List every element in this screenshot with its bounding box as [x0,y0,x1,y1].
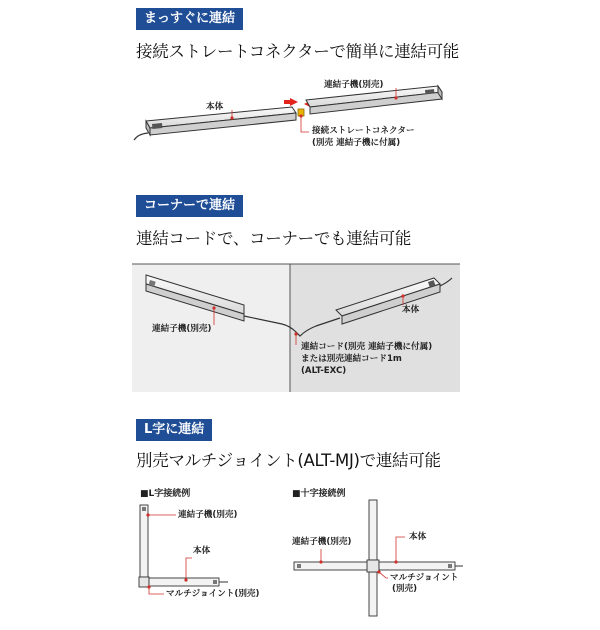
section3-subtitle: 別売マルチジョイント(ALT-MJ)で連結可能 [136,451,441,470]
section1-subtitle: 接続ストレートコネクターで簡単に連結可能 [136,42,460,61]
section1-body-label: 本体 [206,102,224,112]
section2-cord-label-3: (ALT-EXC) [301,366,347,376]
cross-example-joint-label-2: (別売) [392,584,418,594]
section2-body-label: 本体 [402,305,420,315]
section1-badge: まっすぐに連結 [136,8,243,30]
l-example-caption: ■L字接続例 [140,489,191,499]
section1-connector-label-2: (別売 連結子機に付属) [312,138,401,148]
l-example-body-label: 本体 [193,546,211,556]
section2-cord-label-1: 連結コード(別売 連結子機に付属) [301,342,433,352]
cross-example-body-label: 本体 [409,532,427,542]
section1-connector-label-1: 接続ストレートコネクター [312,126,415,136]
section2-subtitle: 連結コードで、コーナーでも連結可能 [136,229,412,248]
cross-shape-diagram [294,500,463,616]
l-example-unit-label: 連結子機(別売) [178,510,238,520]
section1-unit-label: 連結子機(別売) [324,80,384,90]
l-example-joint-label: マルチジョイント(別売) [166,589,260,599]
cross-example-joint-label-1: マルチジョイント [390,573,459,583]
section3-badge: L字に連結 [136,419,212,441]
cross-example-unit-label: 連結子機(別売) [292,537,352,547]
cross-example-caption: ■十字接続例 [292,489,346,499]
section2-badge: コーナーで連結 [136,195,243,217]
section2-cord-label-2: または別売連結コード1m [301,354,402,364]
section2-unit-label: 連結子機(別売) [152,324,212,334]
